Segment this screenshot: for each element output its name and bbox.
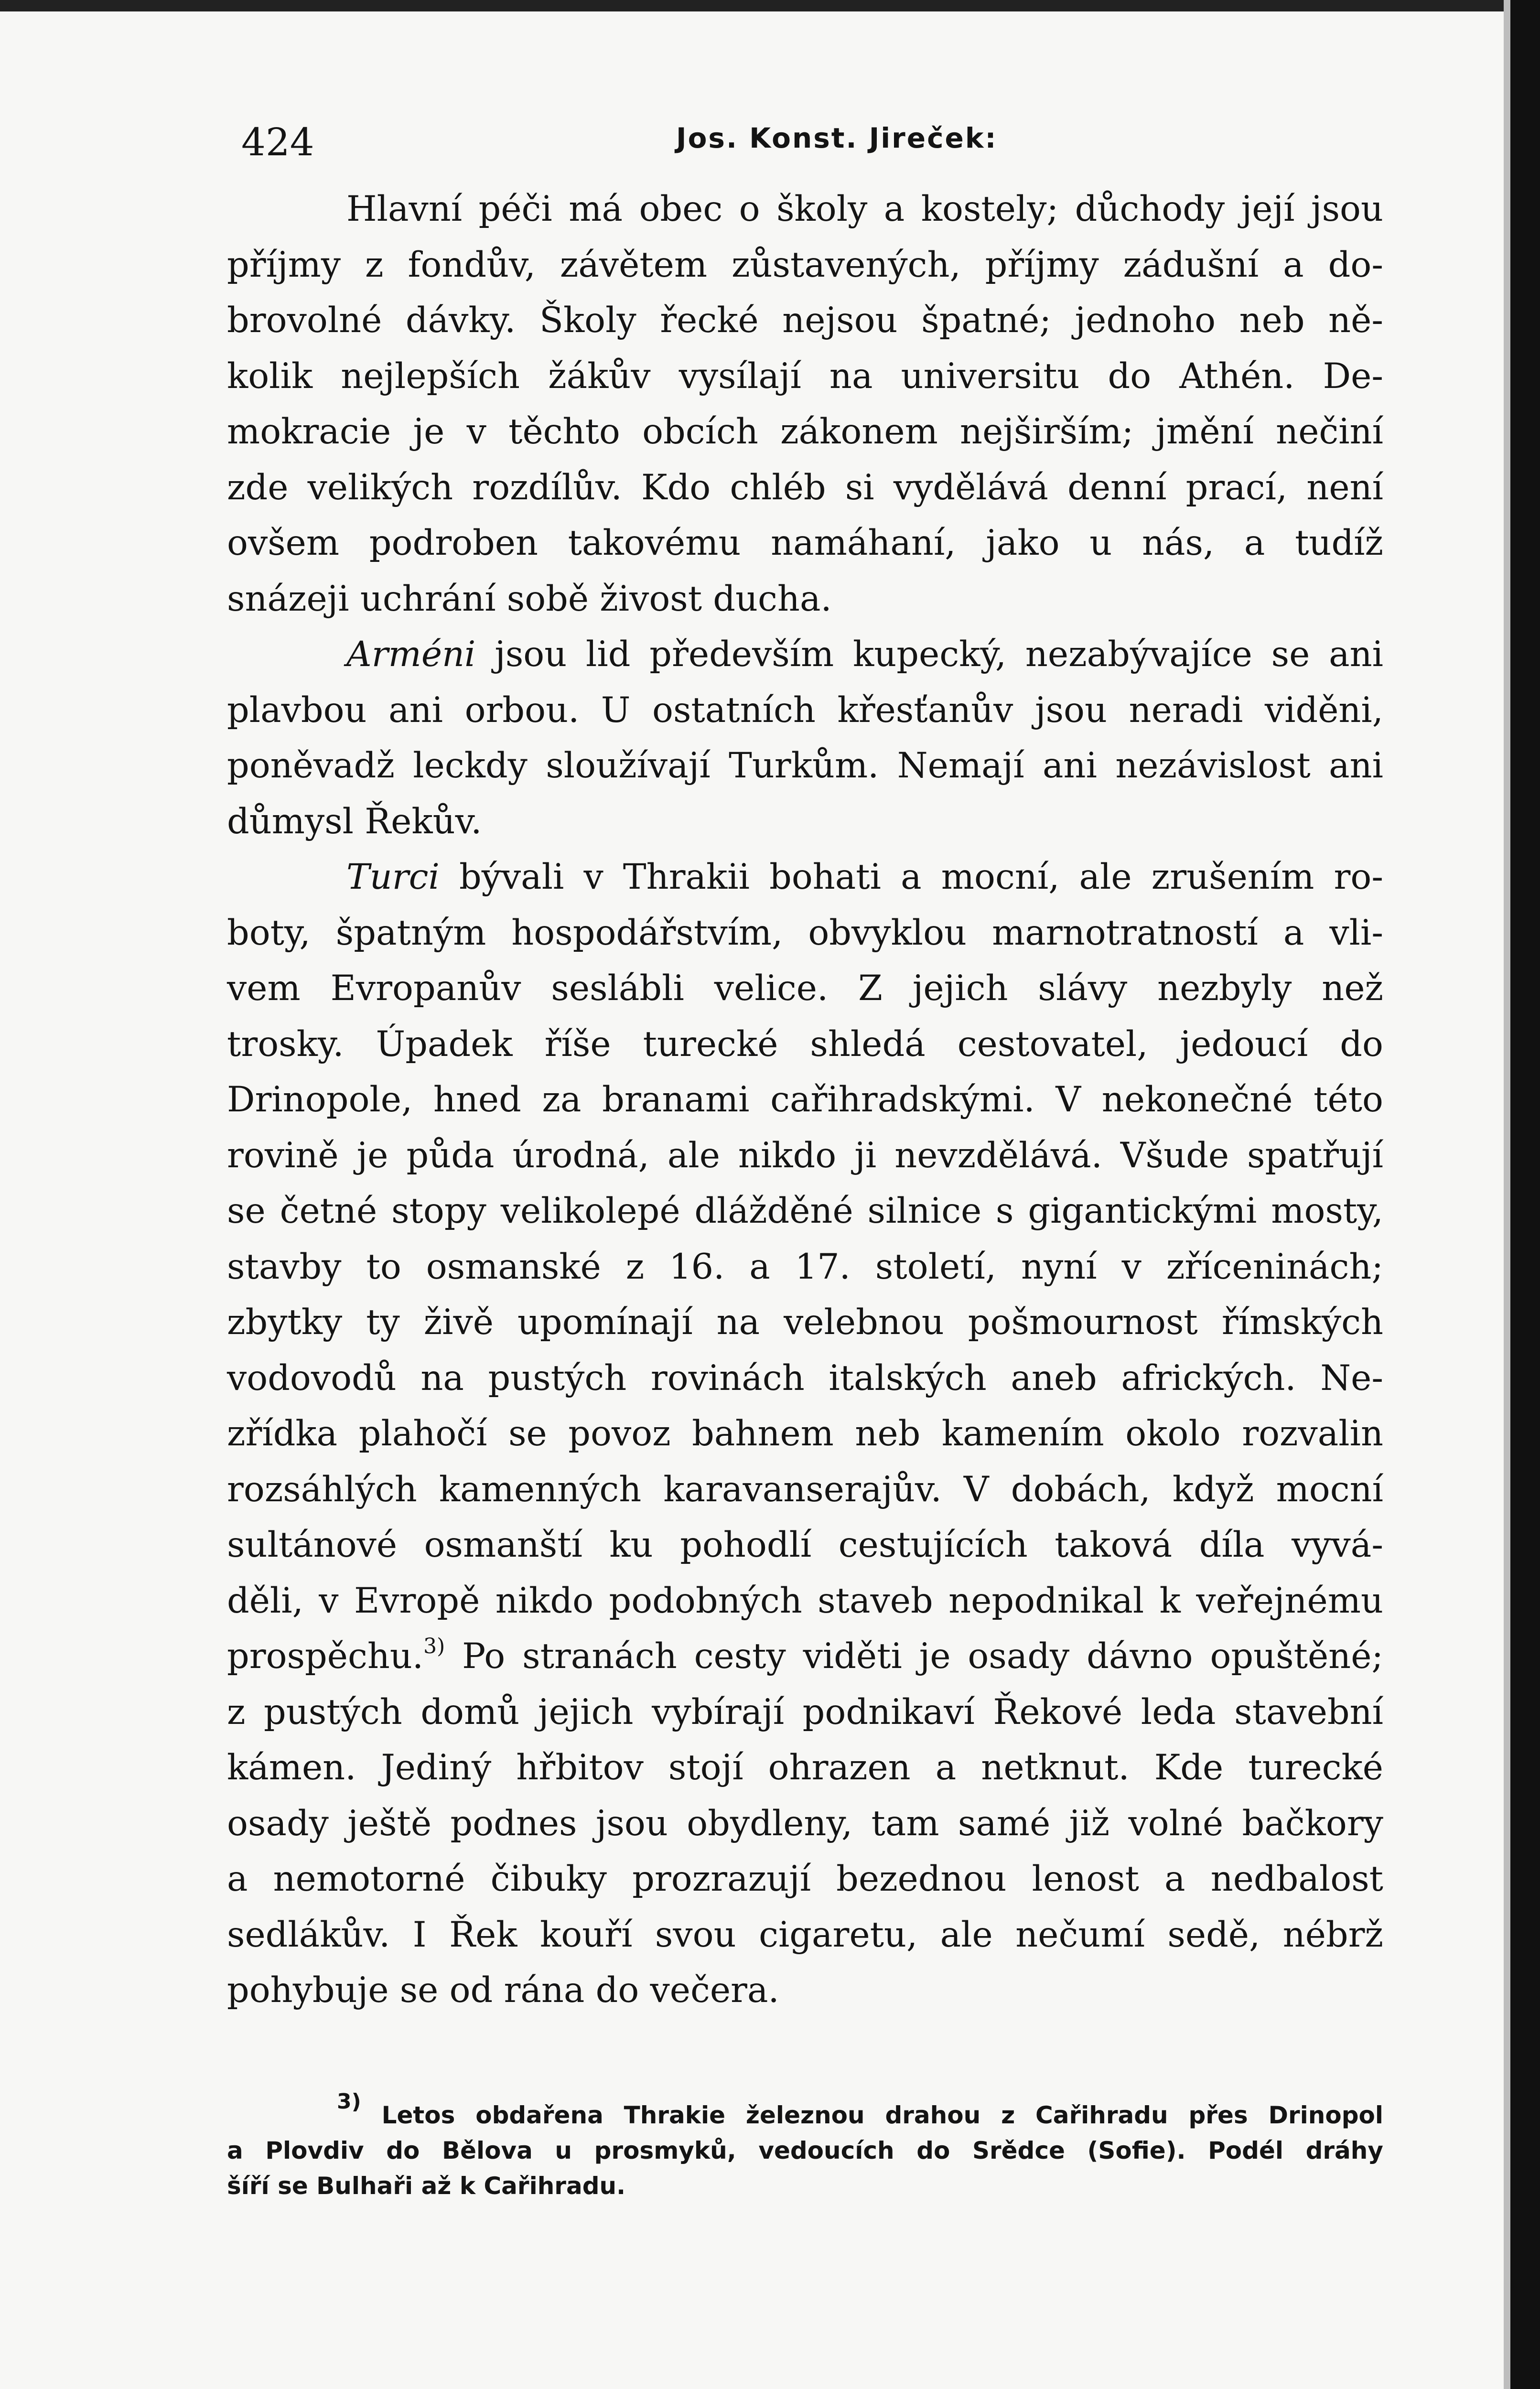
- italic-term: Arméni: [346, 634, 476, 675]
- text-line: a nemotorné čibuky prozrazují bezednou lenost a nedbalost: [227, 1859, 1383, 1899]
- text-line: stavby to osmanské z 16. a 17. století, nyní v zříceninách;: [227, 1246, 1383, 1287]
- text-line: osady ještě podnes jsou obydleny, tam samé již volné bačkory: [227, 1803, 1383, 1844]
- text-line: poněvadž leckdy sloužívají Turkům. Nemají ani nezávislost ani: [227, 745, 1383, 786]
- text-line: kámen. Jediný hřbitov stojí ohrazen a netknut. Kde turecké: [227, 1747, 1383, 1788]
- text-line: [227, 1629, 1383, 1685]
- text-line: snázeji uchrání sobě živost ducha.: [227, 578, 832, 619]
- footnote-mark: 3): [337, 2089, 361, 2114]
- text-line: sultánové osmanští ku pohodlí cestujících taková díla vyvá-: [227, 1525, 1383, 1565]
- text-line: sedlákův. I Řek kouří svou cigaretu, ale nečumí sedě, nébrž: [227, 1914, 1383, 1955]
- text-line: ovšem podroben takovému namáhaní, jako u nás, a tudíž: [227, 523, 1383, 563]
- text-segment: prospěchu.: [227, 1636, 424, 1677]
- text-line: z pustých domů jejich vybírají podnikaví Řekové leda stavební: [227, 1691, 1383, 1733]
- footnote-line: šíří se Bulhaři až k Cařihradu.: [227, 2172, 626, 2200]
- text-line: vodovodů na pustých rovinách italských aneb afrických. Ne-: [227, 1357, 1383, 1399]
- scan-page-edge: [1504, 0, 1510, 2389]
- text-line: se četné stopy velikolepé dlážděné silnice s gigantickými mosty,: [227, 1191, 1383, 1231]
- text-line: příjmy z fondův, závětem zůstavených, příjmy zádušní a do-: [227, 244, 1383, 285]
- text-line: děli, v Evropě nikdo podobných staveb nepodnikal k veřejnému: [227, 1580, 1383, 1621]
- body-text: [227, 182, 1383, 2019]
- book-page: [227, 115, 1383, 2200]
- running-head-author: Jos. Konst. Jireček:: [676, 122, 998, 154]
- page-number: 424: [241, 120, 314, 164]
- text-line: mokracie je v těchto obcích zákonem nejširším; jmění nečiní: [227, 411, 1383, 452]
- footnote-reference[interactable]: 3): [423, 1634, 445, 1659]
- text-line: Hlavní péči má obec o školy a kostely; důchody její jsou: [346, 189, 1383, 229]
- text-line: boty, špatným hospodářstvím, obvyklou marnotratností a vli-: [227, 912, 1383, 953]
- text-line: rovině je půda úrodná, ale nikdo ji nevzdělává. Všude spatřují: [227, 1135, 1383, 1176]
- text-line: kolik nejlepších žákův vysílají na universitu do Athén. De-: [227, 355, 1383, 397]
- text-line: důmysl Řekův.: [227, 801, 482, 842]
- footnote-line: [227, 2089, 1383, 2133]
- text-segment: Letos obdařena Thrakie železnou drahou z Cařihradu přes Drinopol: [361, 2101, 1383, 2129]
- text-line: vem Evropanův seslábli velice. Z jejich slávy nezbyly než: [227, 968, 1383, 1009]
- text-line: zřídka plahočí se povoz bahnem neb kamením okolo rozvalin: [227, 1413, 1383, 1454]
- text-segment: Po stranách cesty viděti je osady dávno opuštěné;: [445, 1636, 1383, 1677]
- italic-term: Turci: [346, 857, 440, 897]
- scan-right-border: [1510, 0, 1540, 2389]
- running-head: [227, 115, 1383, 177]
- text-segment: jsou lid především kupecký, nezabývajíce se ani: [475, 634, 1383, 675]
- footnote: [227, 2089, 1383, 2204]
- text-line: zde velikých rozdílův. Kdo chléb si vydělává denní prací, není: [227, 467, 1383, 508]
- text-line: [227, 850, 1383, 905]
- text-line: trosky. Úpadek říše turecké shledá cestovatel, jedoucí do: [227, 1023, 1383, 1065]
- text-line: pohybuje se od rána do večera.: [227, 1970, 779, 2011]
- scan-top-edge: [0, 0, 1540, 11]
- text-line: rozsáhlých kamenných karavanserajův. V dobách, když mocní: [227, 1469, 1383, 1510]
- footnote-line: a Plovdiv do Bělova u prosmyků, vedoucích do Srědce (Sofie). Podél dráhy: [227, 2137, 1383, 2164]
- text-line: plavbou ani orbou. U ostatních křesťanův jsou neradi viděni,: [227, 689, 1383, 731]
- text-line: [227, 627, 1383, 683]
- text-line: zbytky ty živě upomínají na velebnou pošmournost římských: [227, 1302, 1383, 1343]
- text-line: brovolné dávky. Školy řecké nejsou špatné; jednoho neb ně-: [227, 300, 1383, 341]
- text-line: Drinopole, hned za branami cařihradskými. V nekonečné této: [227, 1079, 1383, 1120]
- text-segment: bývali v Thrakii bohati a mocní, ale zrušením ro-: [439, 857, 1383, 897]
